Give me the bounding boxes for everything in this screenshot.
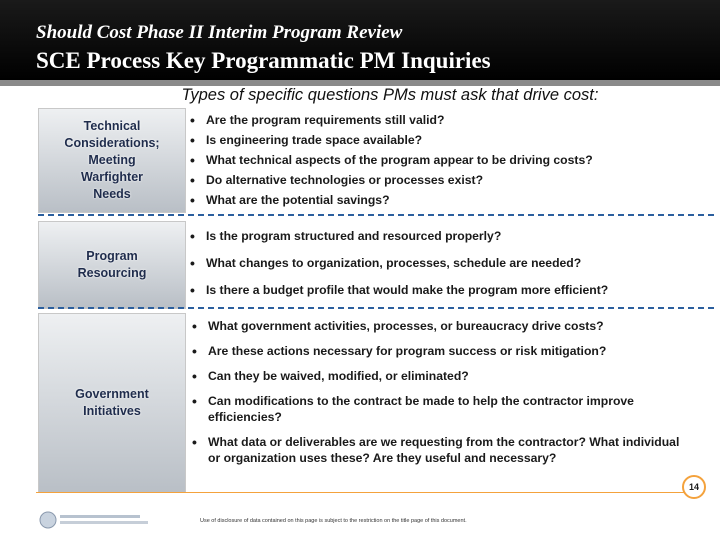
list-item: • Do alternative technologies or processes exist? (190, 172, 484, 188)
label-line: Meeting (88, 153, 136, 167)
list-item: • Is there a budget profile that would make the program more efficient? (190, 282, 609, 298)
list-item: • Is the program structured and resourced properly? (190, 228, 502, 244)
category-box-government (38, 313, 186, 493)
presentation-kicker: Should Cost Phase II Interim Program Review (36, 22, 403, 43)
label-line: Warfighter (80, 170, 144, 184)
category-label (64, 118, 159, 203)
question-list-government (192, 318, 692, 475)
bullet-icon: • (190, 192, 195, 208)
label-line: Resourcing (77, 266, 147, 280)
bullet-icon: • (192, 434, 197, 450)
slide-subtitle: Types of specific questions PMs must ask that drive cost: (181, 86, 599, 104)
bullet-icon: • (192, 343, 197, 359)
bullet-icon: • (190, 228, 195, 244)
list-item: • Are the program requirements still valid? (190, 112, 445, 128)
disclaimer-text: Use of disclosure of data contained on this page is subject to the restriction on the title page of this document. (200, 518, 467, 524)
bullet-icon: • (190, 282, 195, 298)
bullet-icon: • (190, 112, 195, 128)
list-item: • What changes to organization, processes, schedule are needed? (190, 255, 582, 271)
page-number: 14 (682, 475, 706, 499)
list-item: • What technical aspects of the program appear to be driving costs? (190, 152, 593, 168)
bullet-icon: • (190, 172, 195, 188)
question-list-resourcing (190, 226, 608, 307)
question-list-technical (190, 110, 593, 210)
label-line: Initiatives (83, 404, 141, 418)
bullet-icon: • (192, 368, 197, 384)
list-item: • Can they be waived, modified, or eliminated? (192, 368, 469, 384)
category-label (75, 386, 149, 420)
organization-logo-icon (38, 510, 150, 530)
list-item: • What government activities, processes, or bureaucracy drive costs? (192, 318, 604, 334)
list-item: • What are the potential savings? (190, 192, 390, 208)
bullet-icon: • (190, 152, 195, 168)
category-box-technical (38, 108, 186, 213)
section-divider (38, 307, 714, 309)
slide-title: SCE Process Key Programmatic PM Inquiries (36, 48, 491, 73)
bullet-icon: • (192, 318, 197, 334)
label-line: Government (75, 387, 149, 401)
label-line: Program (86, 249, 138, 263)
list-item: • Is engineering trade space available? (190, 132, 423, 148)
bullet-icon: • (190, 132, 195, 148)
list-item: • Can modifications to the contract be made to help the contractor improve efficiencies? (192, 393, 634, 424)
footer-rule (36, 492, 690, 493)
label-line: Considerations; (64, 136, 160, 150)
label-line: Technical (83, 119, 141, 133)
category-label (78, 248, 147, 282)
category-box-resourcing (38, 221, 186, 309)
bullet-icon: • (192, 393, 197, 409)
list-item: • What data or deliverables are we requesting from the contractor? What individual or organization uses these? Are they useful and necessary? (192, 434, 680, 465)
label-line: Needs (93, 187, 131, 201)
list-item: • Are these actions necessary for program success or risk mitigation? (192, 343, 607, 359)
bullet-icon: • (190, 255, 195, 271)
section-divider (38, 214, 714, 216)
